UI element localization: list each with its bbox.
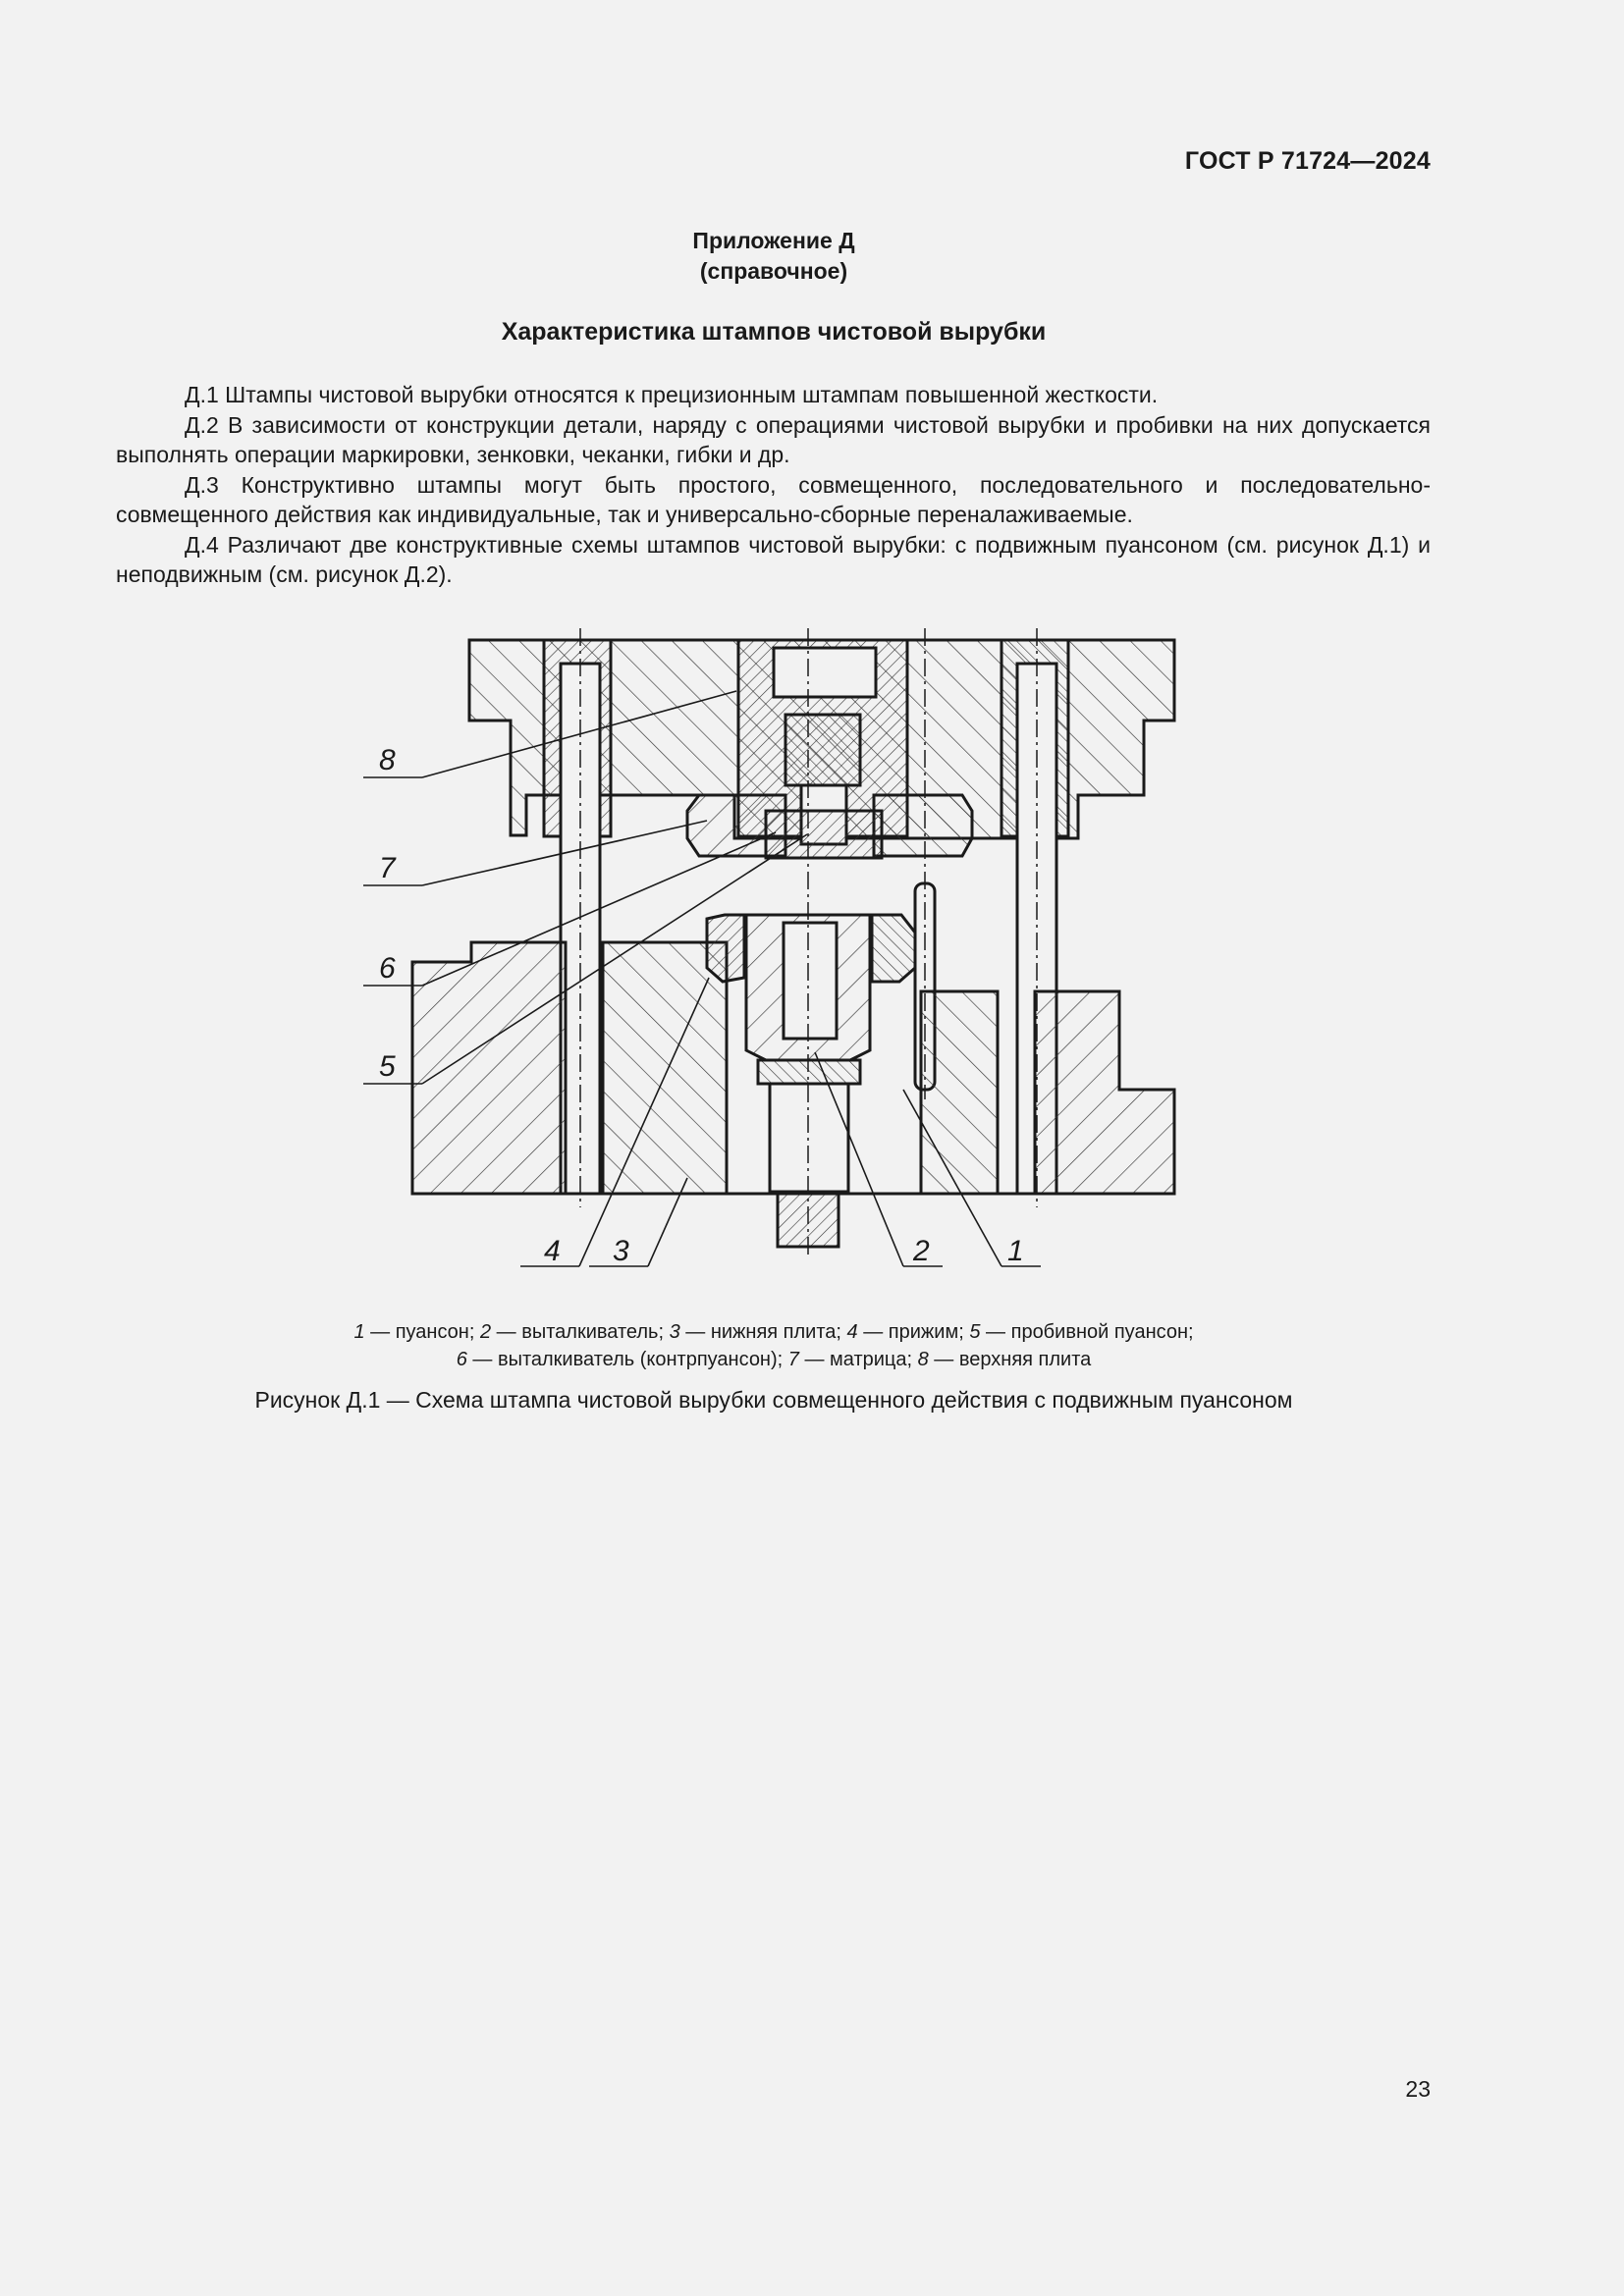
leader-label-8: 8 (379, 744, 396, 776)
leader-label-1: 1 (1007, 1235, 1024, 1267)
paragraph-d4: Д.4 Различают две конструктивные схемы штампов чистовой вырубки: с подвижным пуансоном (см. рисунок Д.1) и неподвижным (см. рисунок Д.2). (116, 531, 1431, 587)
appendix-subtitle: (справочное) (699, 258, 848, 284)
leader-label-6: 6 (379, 952, 396, 985)
figure-legend (0, 1318, 1547, 1373)
legend-line-2: 6 — выталкиватель (контрпуансон); 7 — матрица; 8 — верхняя плита (456, 1349, 1092, 1370)
leader-label-4: 4 (544, 1235, 561, 1267)
die-schematic-figure (353, 628, 1198, 1276)
leader-label-5: 5 (379, 1050, 396, 1083)
pressure-pad (707, 915, 744, 982)
legend-line-1: 1 — пуансон; 2 — выталкиватель; 3 — нижняя плита; 4 — прижим; 5 — пробивной пуансон; (353, 1321, 1194, 1343)
leader-label-7: 7 (379, 852, 396, 884)
ejector (758, 1060, 860, 1084)
counter-punch (766, 811, 882, 858)
body-text (116, 380, 1431, 590)
section-title: Характеристика штампов чистовой вырубки (501, 318, 1047, 346)
leader-label-3: 3 (613, 1235, 629, 1267)
document-code: ГОСТ Р 71724—2024 (1184, 147, 1431, 175)
leader-label-2: 2 (913, 1235, 930, 1267)
paragraph-d3: Д.3 Конструктивно штампы могут быть простого, совмещенного, последовательного и последовательно-совмещенного действия как индивидуальные, так и универсально-сборные переналаживаемые. (116, 471, 1431, 527)
paragraph-d2: Д.2 В зависимости от конструкции детали, наряду с операциями чистовой вырубки и пробивки на них допускается выполнять операции маркировки, зенковки, чеканки, гибки и др. (116, 411, 1431, 467)
page-number: 23 (1405, 2076, 1431, 2102)
paragraph-d1: Д.1 Штампы чистовой вырубки относятся к прецизионным штампам повышенной жесткости. (185, 382, 1159, 407)
appendix-heading (0, 226, 1547, 287)
figure-caption: Рисунок Д.1 — Схема штампа чистовой вырубки совмещенного действия с подвижным пуансоном (254, 1387, 1293, 1413)
die-schematic-drawing (353, 628, 1198, 1276)
appendix-title: Приложение Д (692, 228, 855, 253)
